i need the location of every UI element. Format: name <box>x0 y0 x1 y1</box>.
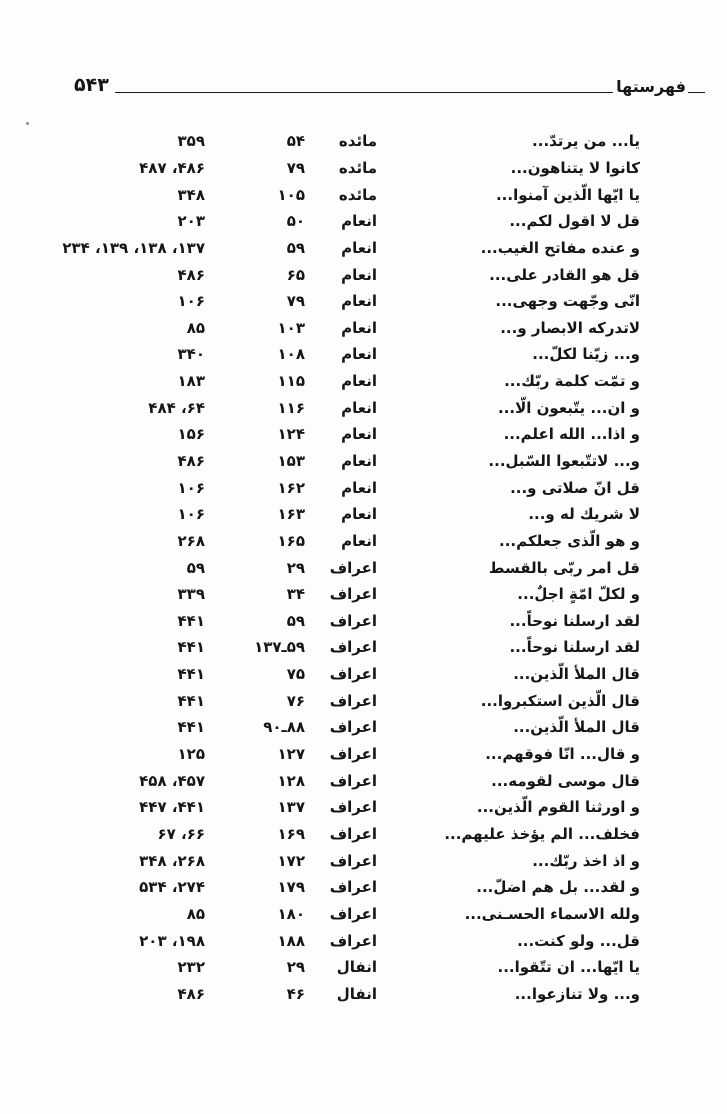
page-refs: ۲۷۴، ۵۳۴ <box>139 878 205 897</box>
surah-name: انعام <box>341 318 377 337</box>
verse-number: ۷۹ <box>286 292 305 311</box>
surah-name: اعراف <box>329 878 377 897</box>
surah-name: انعام <box>341 398 377 417</box>
table-row <box>60 261 640 288</box>
surah-name: مائده <box>338 185 377 204</box>
verse-number: ۷۵ <box>286 665 305 684</box>
verse-number: ۵۹ <box>286 611 305 630</box>
surah-name: انعام <box>341 478 377 497</box>
verse-number: ۱۰۵ <box>277 185 305 204</box>
surah-name: انفال <box>336 958 377 977</box>
table-row <box>60 874 640 901</box>
verse-number: ۱۶۳ <box>277 505 305 524</box>
table-row <box>60 714 640 741</box>
verse-number: ۱۱۶ <box>277 398 305 417</box>
page-refs: ۲۰۳ <box>177 212 205 231</box>
verse-number: ۷۶ <box>286 691 305 710</box>
surah-name: اعراف <box>329 904 377 923</box>
page-refs: ۱۸۳ <box>177 372 205 391</box>
surah-name: انعام <box>341 345 377 364</box>
page-refs: ۳۵۹ <box>177 132 205 151</box>
table-row <box>60 128 640 155</box>
table-row <box>60 314 640 341</box>
surah-name: اعراف <box>329 665 377 684</box>
verse-text: و عنده مفاتح الغيب... <box>480 238 640 257</box>
verse-text: و لقد... بل هم اضلّ... <box>476 878 640 897</box>
surah-name: انعام <box>341 425 377 444</box>
surah-name: اعراف <box>329 558 377 577</box>
page-refs: ۴۴۱ <box>177 638 205 657</box>
verse-text: و اورثنا القوم الّذين... <box>476 798 640 817</box>
page-refs: ۴۸۶ <box>177 265 205 284</box>
table-row <box>60 847 640 874</box>
table-row <box>60 474 640 501</box>
verse-number: ۱۰۸ <box>277 345 305 364</box>
verse-text: قل... ولو كنت... <box>517 931 640 950</box>
verse-number: ۱۸۰ <box>277 904 305 923</box>
page-refs: ۴۴۱ <box>177 665 205 684</box>
verse-number: ۵۹ <box>286 238 305 257</box>
table-row <box>60 661 640 688</box>
running-head <box>0 70 727 96</box>
folio-page-number: ۵۴۳ <box>74 74 109 96</box>
verse-number: ۵۰ <box>286 212 305 231</box>
verse-text: و قال... انّا فوقهم... <box>485 745 640 764</box>
page-refs: ۱۳۷، ۱۳۸، ۱۳۹، ۲۳۴ <box>62 238 205 257</box>
page-refs: ۲۳۲ <box>177 958 205 977</box>
verse-number: ۱۶۵ <box>277 531 305 550</box>
page-refs: ۱۹۸، ۲۰۳ <box>139 931 205 950</box>
page-refs: ۱۲۵ <box>177 745 205 764</box>
verse-number: ۵۹ـ۱۳۷ <box>254 638 305 657</box>
surah-name: انعام <box>341 238 377 257</box>
surah-name: اعراف <box>329 718 377 737</box>
verse-text: لا شريك له و... <box>528 505 640 524</box>
verse-text: لاتدركه الابصار و... <box>500 318 640 337</box>
surah-name: مائده <box>338 158 377 177</box>
verse-number: ۱۸۸ <box>277 931 305 950</box>
surah-name: انعام <box>341 265 377 284</box>
surah-name: مائده <box>338 132 377 151</box>
verse-text: و ان... يتّبعون الّا... <box>498 398 640 417</box>
verse-text: انّى وجّهت وجهى... <box>495 292 640 311</box>
verse-text: يا... من يرتدّ... <box>532 132 640 151</box>
verse-text: و... لاتتّبعوا السّبل... <box>488 452 640 470</box>
page-refs: ۳۴۰ <box>177 345 205 364</box>
verse-text: فخلف... الم يؤخذ عليهم... <box>444 824 640 843</box>
table-row <box>60 767 640 794</box>
table-row <box>60 528 640 555</box>
page-refs: ۲۶۸ <box>177 531 205 550</box>
table-row <box>60 448 640 475</box>
surah-name: انعام <box>341 292 377 311</box>
page-title: فهرستها <box>616 77 686 96</box>
verse-text: يا ايّها... ان تتّقوا... <box>497 958 640 977</box>
index-table <box>60 128 640 1007</box>
surah-name: انفال <box>336 984 377 1003</box>
table-row <box>60 581 640 608</box>
verse-number: ۱۶۲ <box>277 478 305 497</box>
verse-number: ۷۹ <box>286 158 305 177</box>
table-row <box>60 634 640 661</box>
verse-text: قال الّذين استكبروا... <box>480 691 640 710</box>
table-row <box>60 981 640 1008</box>
verse-text: و لكلّ امّةٍ اجلٌ... <box>517 585 640 604</box>
table-row <box>60 421 640 448</box>
verse-number: ۸۸ـ۹۰ <box>263 718 305 737</box>
verse-text: و اذا... الله اعلم... <box>503 425 640 444</box>
page-refs: ۵۹ <box>186 558 205 577</box>
table-row <box>60 288 640 315</box>
surah-name: اعراف <box>329 798 377 817</box>
verse-text: لقد ارسلنا نوحاً... <box>509 638 640 657</box>
page-refs: ۶۴، ۴۸۴ <box>148 398 205 417</box>
verse-number: ۱۷۲ <box>277 851 305 870</box>
verse-text: قال الملأ الّذين... <box>513 718 640 737</box>
table-row <box>60 501 640 528</box>
table-row <box>60 741 640 768</box>
page-refs: ۸۵ <box>186 904 205 923</box>
surah-name: انعام <box>341 452 377 470</box>
table-row <box>60 208 640 235</box>
verse-number: ۱۷۹ <box>277 878 305 897</box>
verse-number: ۵۴ <box>286 132 305 151</box>
verse-number: ۲۹ <box>286 958 305 977</box>
page-refs: ۴۸۶ <box>177 984 205 1003</box>
surah-name: انعام <box>341 212 377 231</box>
page-refs: ۱۰۶ <box>177 505 205 524</box>
header-rule-tail <box>688 92 705 93</box>
verse-number: ۳۴ <box>286 585 305 604</box>
surah-name: انعام <box>341 531 377 550</box>
page-refs: ۴۸۶، ۴۸۷ <box>139 158 205 177</box>
verse-number: ۲۹ <box>286 558 305 577</box>
page-refs: ۴۵۷، ۴۵۸ <box>139 771 205 790</box>
verse-number: ۱۲۸ <box>277 771 305 790</box>
table-row <box>60 927 640 954</box>
table-row <box>60 687 640 714</box>
surah-name: اعراف <box>329 824 377 843</box>
verse-number: ۱۰۳ <box>277 318 305 337</box>
surah-name: انعام <box>341 372 377 391</box>
page-refs: ۴۴۱، ۴۴۷ <box>139 798 205 817</box>
table-row <box>60 794 640 821</box>
verse-text: قل هو القادر على... <box>489 265 640 284</box>
page-refs: ۶۶، ۶۷ <box>157 824 205 843</box>
verse-text: قل انّ صلاتى و... <box>510 478 640 497</box>
verse-text: و... زيّنا لكلّ... <box>532 345 640 364</box>
verse-number: ۴۶ <box>286 984 305 1003</box>
verse-text: و اذ اخذ ربّك... <box>532 851 640 870</box>
verse-text: كانوا لا يتناهون... <box>510 158 640 177</box>
page-refs: ۱۰۶ <box>177 292 205 311</box>
surah-name: اعراف <box>329 931 377 950</box>
scan-speck <box>26 122 29 125</box>
table-row <box>60 368 640 395</box>
surah-name: اعراف <box>329 745 377 764</box>
page-refs: ۳۳۹ <box>177 585 205 604</box>
page-refs: ۴۴۱ <box>177 611 205 630</box>
page-refs: ۳۴۸ <box>177 185 205 204</box>
page-refs: ۴۸۶ <box>177 452 205 470</box>
verse-text: و تمّت كلمة ربّك... <box>504 372 640 391</box>
surah-name: اعراف <box>329 638 377 657</box>
table-row <box>60 608 640 635</box>
surah-name: اعراف <box>329 771 377 790</box>
surah-name: اعراف <box>329 691 377 710</box>
verse-text: قال موسى لقومه... <box>491 771 640 790</box>
verse-text: قال الملأ الّذين... <box>513 665 640 684</box>
table-row <box>60 235 640 262</box>
table-row <box>60 821 640 848</box>
verse-text: و... ولا تنازعوا... <box>514 984 640 1003</box>
page-refs: ۴۴۱ <box>177 718 205 737</box>
table-row <box>60 181 640 208</box>
page-refs: ۸۵ <box>186 318 205 337</box>
verse-text: و هو الّذى جعلكم... <box>499 531 640 550</box>
verse-text: ولله الاسماء الحسـنى... <box>464 904 640 923</box>
surah-name: اعراف <box>329 611 377 630</box>
table-row <box>60 394 640 421</box>
verse-number: ۱۲۷ <box>277 745 305 764</box>
verse-number: ۱۱۵ <box>277 372 305 391</box>
surah-name: انعام <box>341 505 377 524</box>
page-refs: ۴۴۱ <box>177 691 205 710</box>
page-refs: ۱۰۶ <box>177 478 205 497</box>
page-refs: ۲۶۸، ۳۴۸ <box>139 851 205 870</box>
verse-number: ۱۲۴ <box>277 425 305 444</box>
table-row <box>60 155 640 182</box>
verse-text: قل امر ربّى بالقسط <box>488 558 640 577</box>
verse-number: ۱۶۹ <box>277 824 305 843</box>
surah-name: اعراف <box>329 585 377 604</box>
verse-number: ۱۳۷ <box>277 798 305 817</box>
verse-text: يا ايّها الّذين آمنوا... <box>495 185 640 204</box>
table-row <box>60 954 640 981</box>
table-row <box>60 901 640 928</box>
verse-text: قل لا اقول لكم... <box>509 212 640 231</box>
verse-number: ۱۵۳ <box>277 452 305 470</box>
table-row <box>60 341 640 368</box>
page-refs: ۱۵۶ <box>177 425 205 444</box>
table-row <box>60 554 640 581</box>
surah-name: اعراف <box>329 851 377 870</box>
verse-text: لقد ارسلنا نوحاً... <box>509 611 640 630</box>
header-rule <box>115 92 613 93</box>
verse-number: ۶۵ <box>286 265 305 284</box>
